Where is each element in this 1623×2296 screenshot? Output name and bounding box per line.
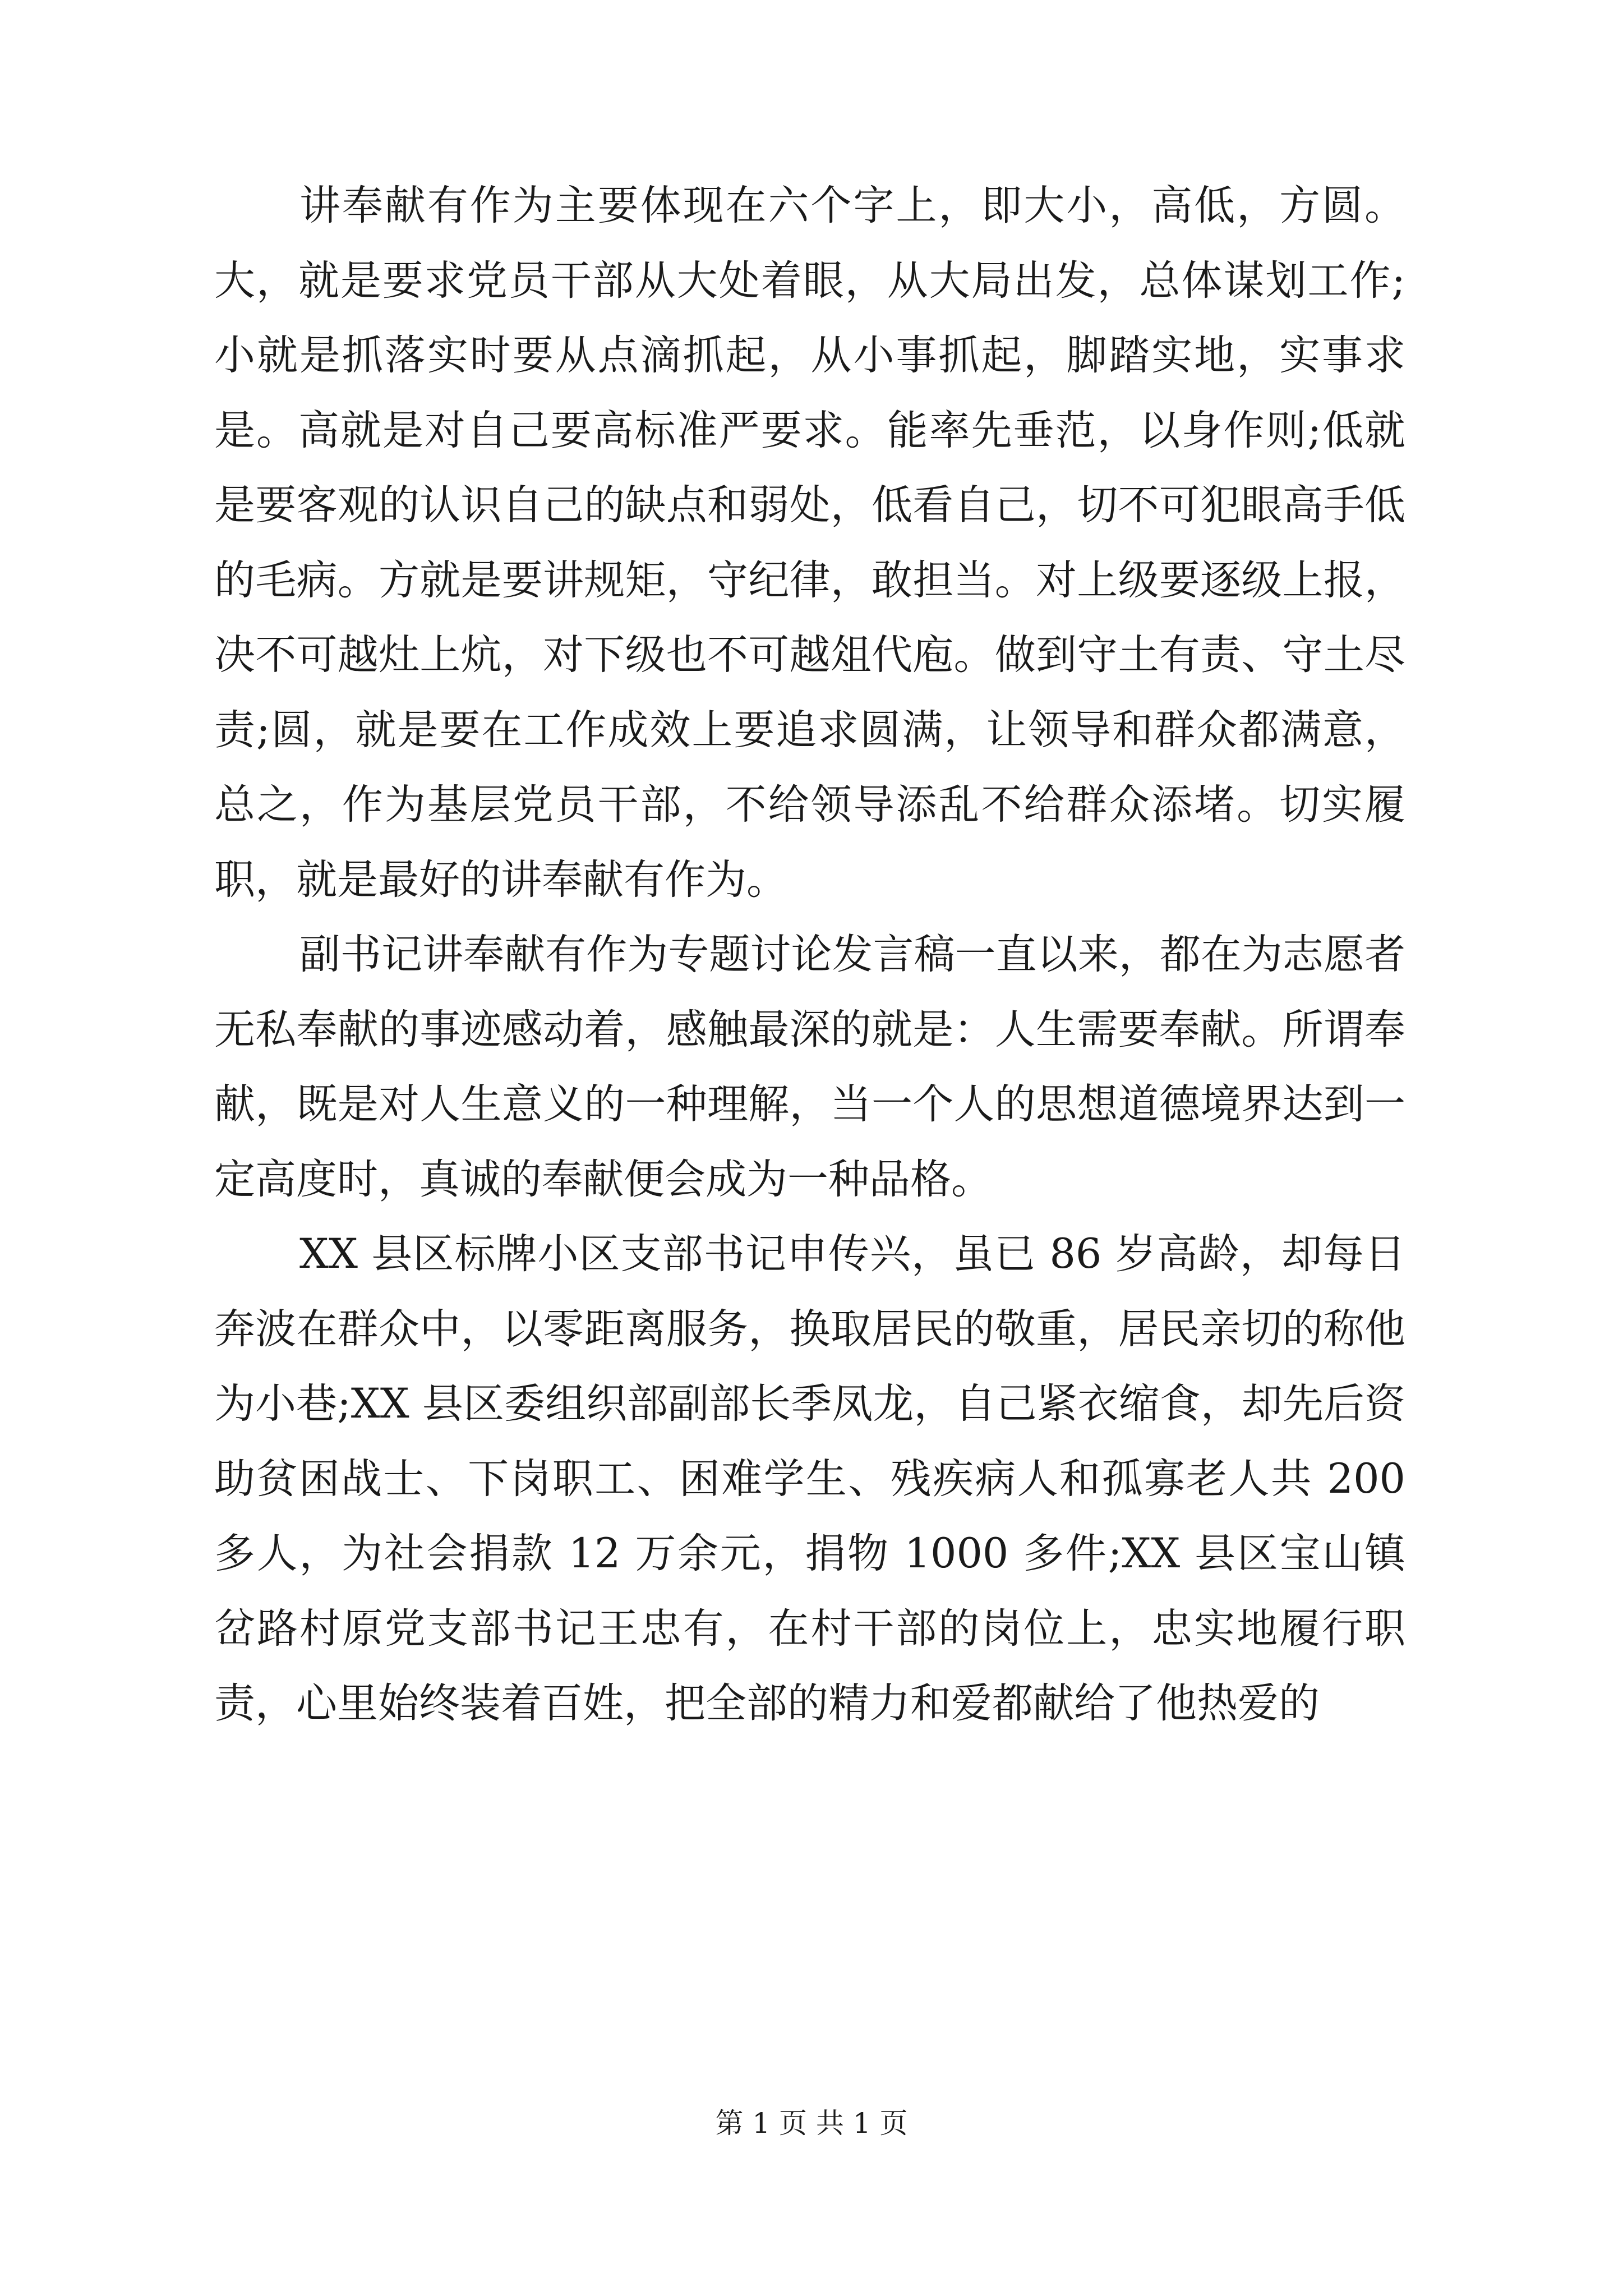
page-footer: 第 1 页 共 1 页 bbox=[715, 2107, 908, 2139]
paragraph-3: XX 县区标牌小区支部书记申传兴，虽已 86 岁高龄，却每日奔波在群众中，以零距离服务，换取居民的敬重，居民亲切的称他为小巷;XX 县区委组织部副部长季凤龙，自己紧衣缩食，却先后资助贫困战士、下岗职工、困难学生、残疾病人和孤寡老人共 200 多人，为社会捐款 12 万余元，捐物 1000 多件;XX 县区宝山镇岔路村原党支部书记王忠有，在村干部的岗位上，忠实地履行职责，心里始终装着百姓，把全部的精力和爱都献给了他热爱的 bbox=[214, 1230, 1405, 1727]
paragraph-1: 讲奉献有作为主要体现在六个字上，即大小，高低，方圆。大，就是要求党员干部从大处着眼，从大局出发，总体谋划工作;小就是抓落实时要从点滴抓起，从小事抓起，脚踏实地，实事求是。高就是对自己要高标准严要求。能率先垂范，以身作则;低就是要客观的认识自己的缺点和弱处，低看自己，切不可犯眼高手低的毛病。方就是要讲规矩，守纪律，敢担当。对上级要逐级上报，决不可越灶上炕，对下级也不可越俎代庖。做到守土有责、守土尽责;圆，就是要在工作成效上要追求圆满，让领导和群众都满意，总之，作为基层党员干部，不给领导添乱不给群众添堵。切实履职，就是最好的讲奉献有作为。 bbox=[214, 182, 1405, 904]
document-body bbox=[214, 168, 1405, 1741]
paragraph-2: 副书记讲奉献有作为专题讨论发言稿一直以来，都在为志愿者无私奉献的事迹感动着，感触最深的就是：人生需要奉献。所谓奉献，既是对人生意义的一种理解，当一个人的思想道德境界达到一定高度时，真诚的奉献便会成为一种品格。 bbox=[214, 931, 1405, 1203]
